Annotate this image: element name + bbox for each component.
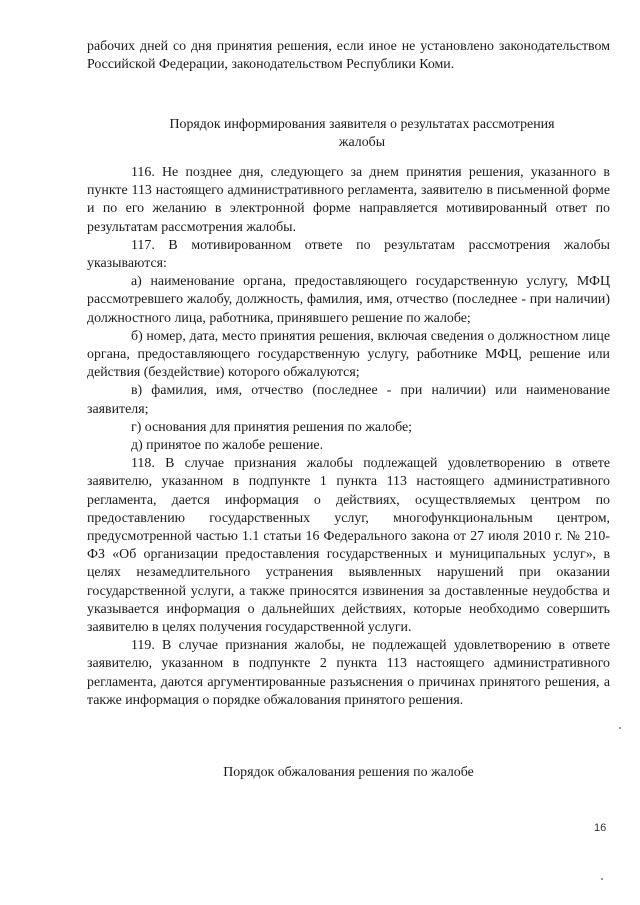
paragraph-continuation: рабочих дней со дня принятия решения, если иное не установлено законодательством Российской Федерации, законодательством Республики Коми. — [87, 39, 610, 73]
list-item-b: б) номер, дата, место принятия решения, включая сведения о должностном лице органа, предоставляющего государственную услугу, работнике МФЦ, решение или действия (бездействие) которого обжалуются; — [87, 328, 610, 381]
section-heading-appeal: Порядок обжалования решения по жалобе — [223, 765, 474, 780]
list-item-d: д) принятое по жалобе решение. — [131, 438, 324, 454]
list-item-g: г) основания для принятия решения по жалобе; — [131, 419, 412, 435]
paragraph-116: 116. Не позднее дня, следующего за днем принятия решения, указанного в пункте 113 настоящего административного регламента, заявителю в письменной форме и по его желанию в электронной форме направляется мотивированный ответ по результатам рассмотрения жалобы. — [87, 165, 610, 235]
list-item-v: в) фамилия, имя, отчество (последнее - при наличии) или наименование заявителя; — [87, 383, 610, 417]
paragraph-119: 119. В случае признания жалобы, не подлежащей удовлетворению в ответе заявителю, указанном в подпункте 2 пункта 113 настоящего административного регламента, даются аргументированные разъяснения о причинах принятого решения, а также информация о порядке обжалования принятого решения. — [87, 638, 610, 708]
text-block-top — [87, 38, 610, 74]
list-item-a: а) наименование органа, предоставляющего государственную услугу, МФЦ рассмотревшего жалобу, должность, фамилия, имя, отчество (последнее - при наличии) должностного лица, работника, принявшего решение по жалобе; — [87, 274, 610, 326]
scan-speck — [601, 878, 603, 880]
paragraph-117: 117. В мотивированном ответе по результатам рассмотрения жалобы указываются: — [87, 237, 610, 272]
scan-speck — [619, 727, 621, 729]
paragraph-118: 118. В случае признания жалобы подлежащей удовлетворению в ответе заявителю, указанном в подпункте 1 пункта 113 настоящего административного регламента, дается информация о действиях, осуществляемых центром по предоставлению государственных услуг, многофункциональным центром, предусмотренной частью 1.1 статьи 16 Федерального закона от 27 июля 2010 г. № 210-ФЗ «Об организации предоставления государственных и муниципальных услуг», в целях незамедлительного устранения выявленных нарушений при оказании государственной услуги, а также приносятся извинения за доставленные неудобства и указывается информация о дальнейших действиях, которые необходимо совершить заявителю в целях получения государственной услуги. — [87, 456, 610, 636]
text-block-main — [87, 164, 610, 710]
page-number: 16 — [594, 822, 607, 834]
section-heading-informing: Порядок информирования заявителя о результатах рассмотрения жалобы — [169, 117, 555, 151]
